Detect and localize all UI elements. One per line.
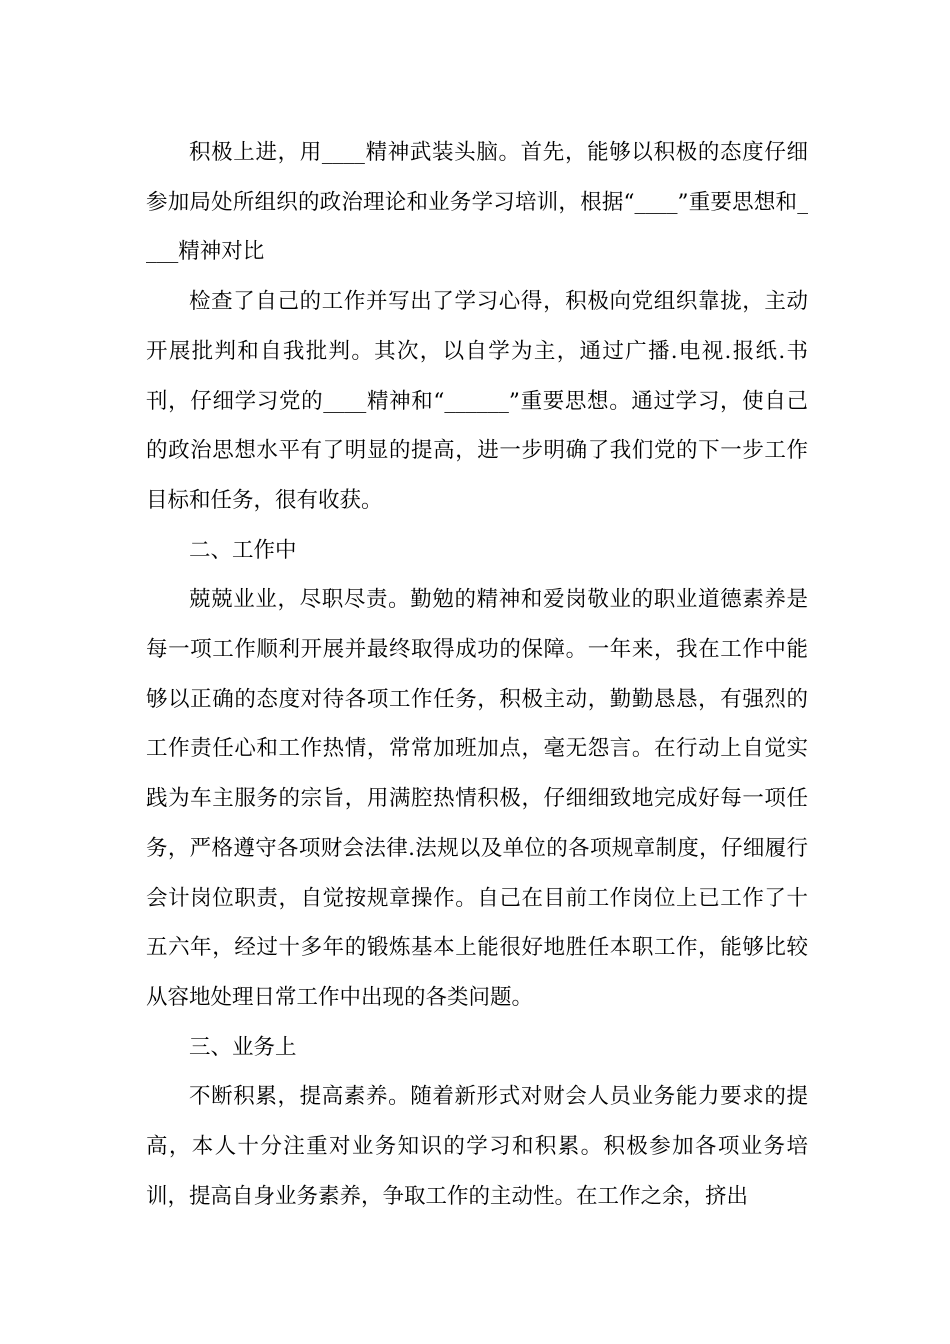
paragraph-work-diligence: 兢兢业业，尽职尽责。勤勉的精神和爱岗敬业的职业道德素养是每一项工作顺利开展并最终取得成功的保障。一年来，我在工作中能够以正确的态度对待各项工作任务，积极主动，勤勤恳恳，有强烈的工作责任心和工作热情，常常加班加点，毫无怨言。在行动上自觉实践为车主服务的宗旨，用满腔热情积极，仔细细致地完成好每一项任务，严格遵守各项财会法律.法规以及单位的各项规章制度，仔细履行会计岗位职责，自觉按规章操作。自己在目前工作岗位上已工作了十五六年，经过十多年的锻炼基本上能很好地胜任本职工作，能够比较从容地处理日常工作中出现的各类问题。 xyxy=(146,587,808,1010)
paragraph-political-study: 积极上进，用____精神武装头脑。首先，能够以积极的态度仔细参加局处所组织的政治理论和业务学习培训，根据“____”重要思想和____精神对比 xyxy=(146,140,808,265)
section-heading-work: 二、工作中 xyxy=(189,537,297,563)
paragraph-self-review: 检查了自己的工作并写出了学习心得，积极向党组织靠拢，主动开展批判和自我批判。其次，以自学为主，通过广播.电视.报纸.书刊，仔细学习党的____精神和“______”重要思想。通过学习，使自己的政治思想水平有了明显的提高，进一步明确了我们党的下一步工作目标和任务，很有收获。 xyxy=(146,289,808,513)
section-heading-business: 三、业务上 xyxy=(189,1034,297,1060)
document-page xyxy=(146,128,808,1221)
paragraph-business-learning: 不断积累，提高素养。随着新形式对财会人员业务能力要求的提高，本人十分注重对业务知识的学习和积累。积极参加各项业务培训，提高自身业务素养，争取工作的主动性。在工作之余，挤出 xyxy=(146,1084,808,1209)
